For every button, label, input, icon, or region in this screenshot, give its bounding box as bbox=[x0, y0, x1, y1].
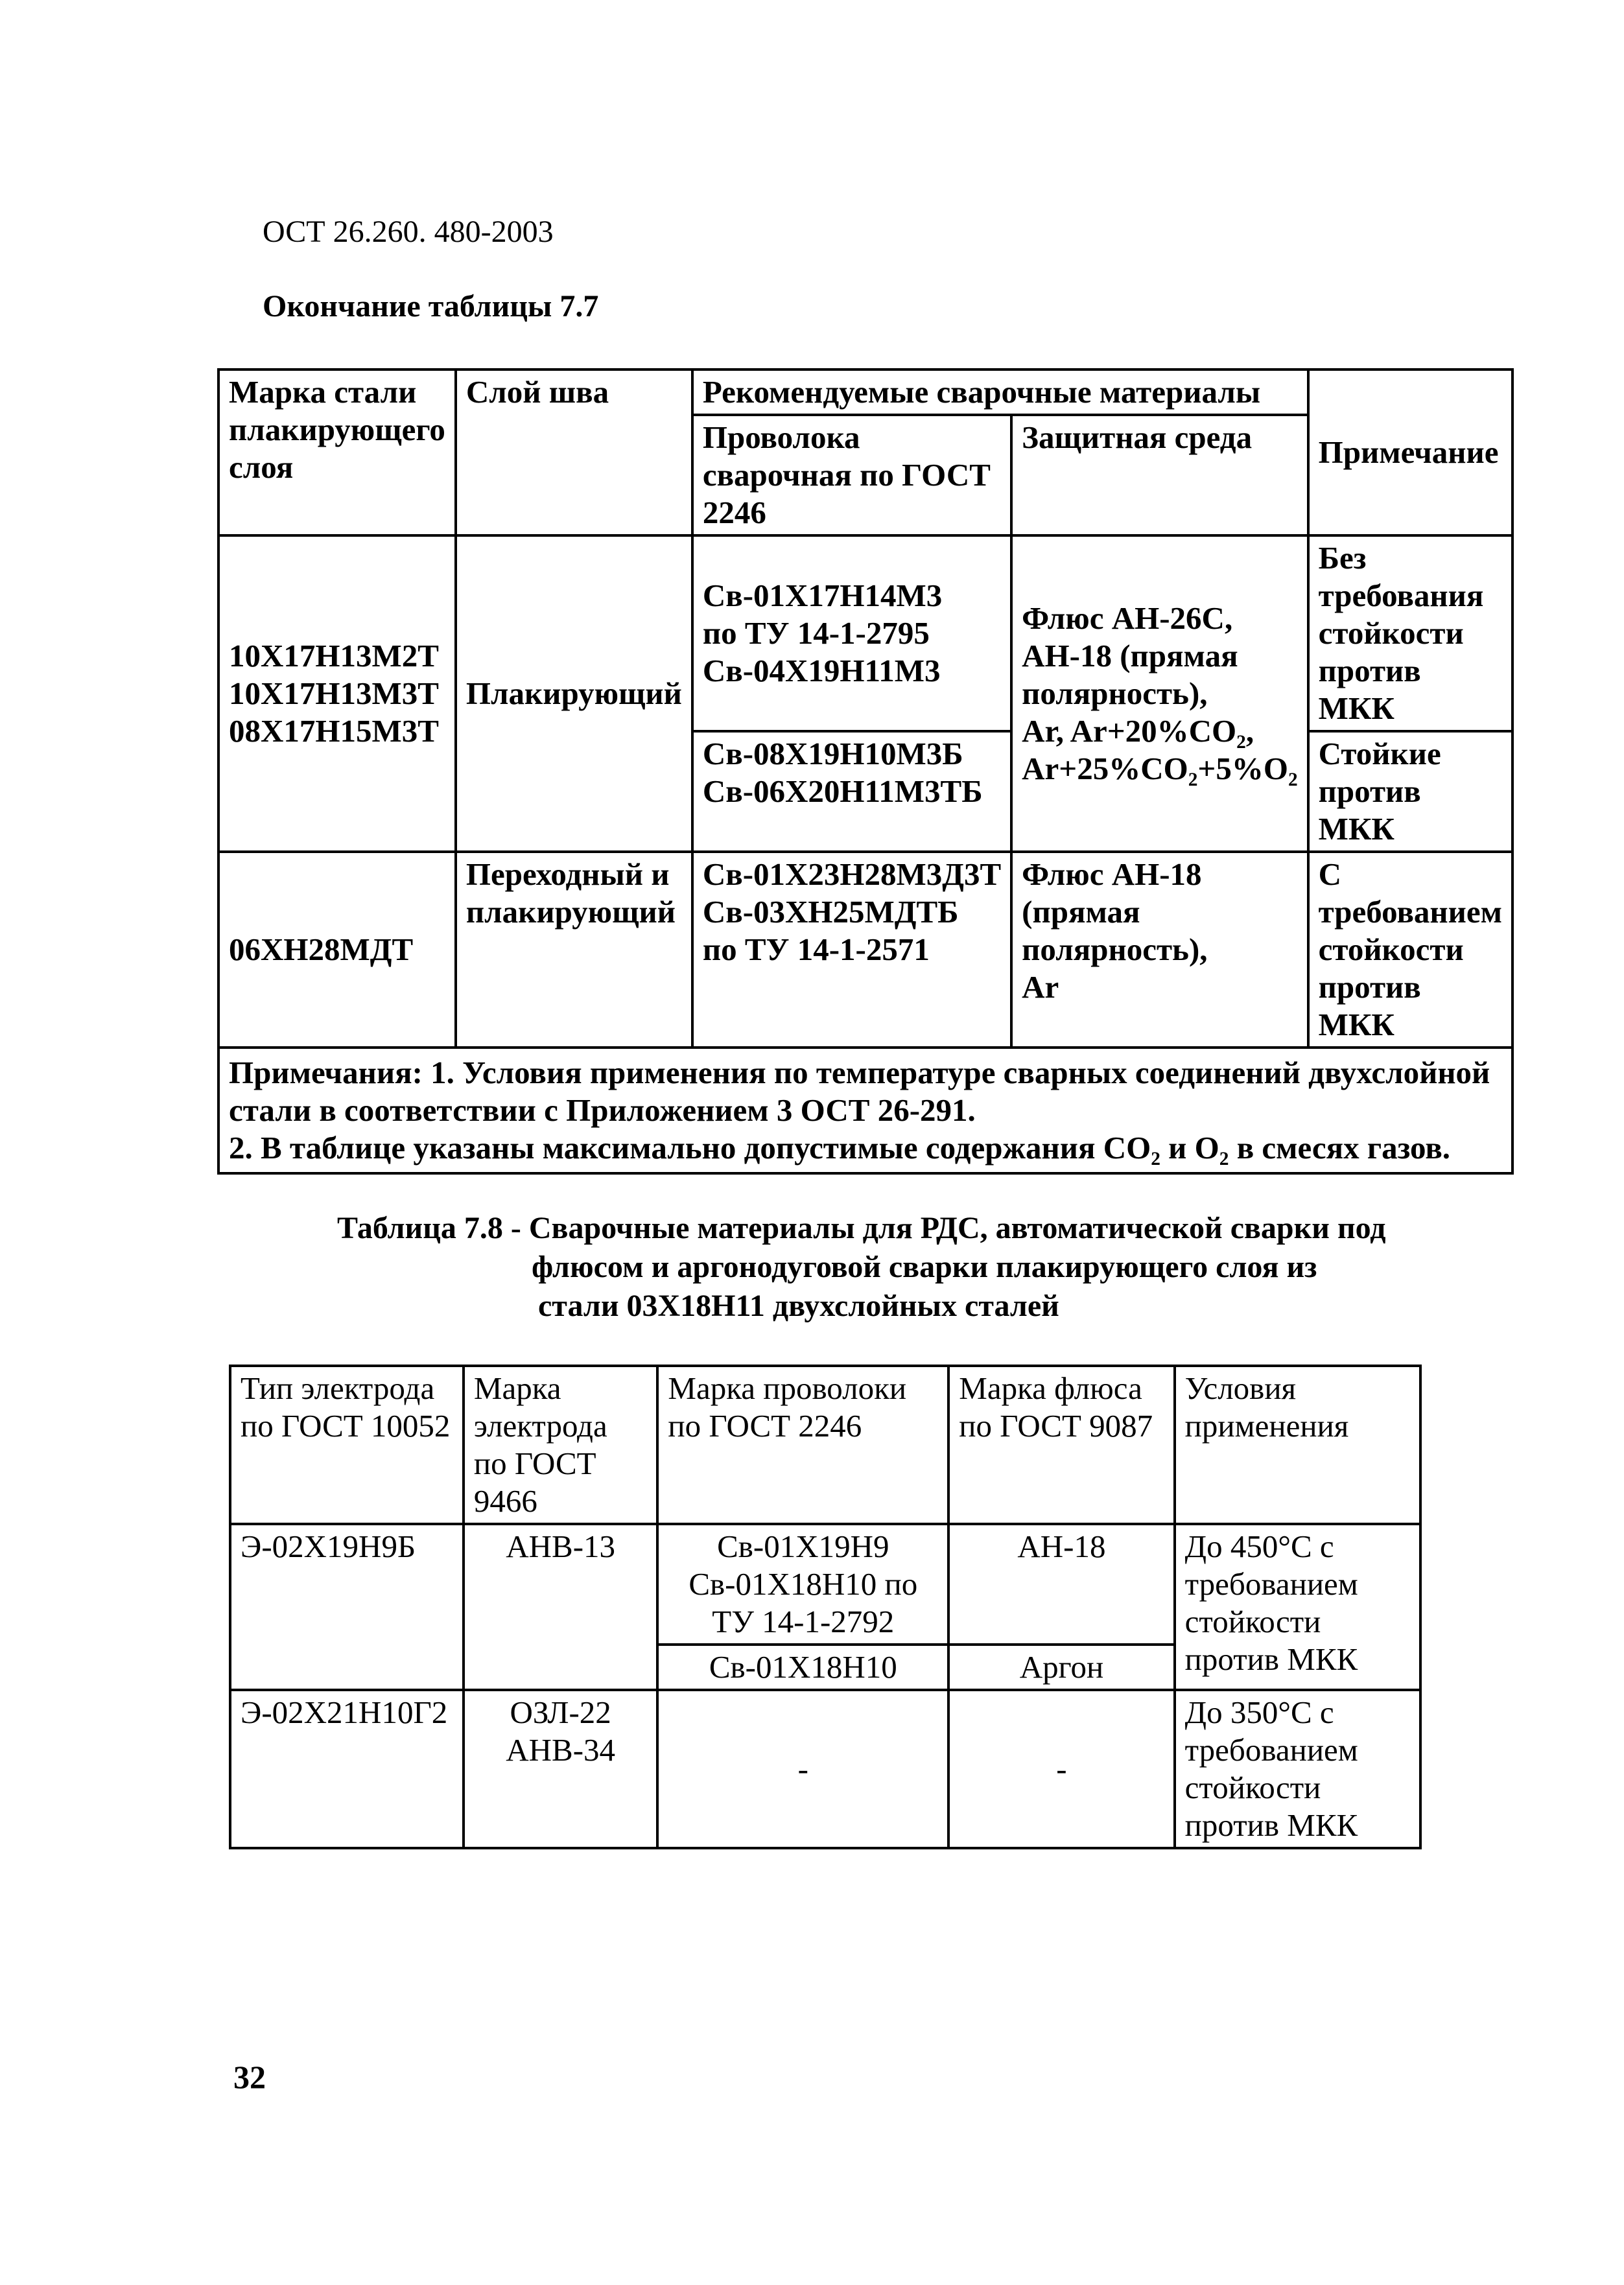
row1-steel: 10Х17Н13М2Т 10Х17Н13М3Т 08Х17Н15М3Т bbox=[218, 535, 456, 852]
caption-line-3: стали 03Х18Н11 двухслойных сталей bbox=[538, 1289, 1059, 1323]
header-note: Примечание bbox=[1308, 369, 1512, 535]
row2-note: С требованием стойкости против МКК bbox=[1308, 852, 1512, 1048]
t78-row1-type: Э-02Х19Н9Б bbox=[230, 1524, 464, 1690]
t78-row1-conditions: До 450°С с требованием стойкости против МКК bbox=[1175, 1524, 1420, 1690]
row2-layer: Переходный и плакирующий bbox=[456, 852, 692, 1048]
t78-row2-wire: - bbox=[657, 1690, 948, 1848]
header-electrode-type: Тип электрода по ГОСТ 10052 bbox=[230, 1366, 464, 1524]
row1-wire-a: Св-01Х17Н14М3 по ТУ 14-1-2795 Св-04Х19Н11М3 bbox=[692, 535, 1011, 731]
row1-layer: Плакирующий bbox=[456, 535, 692, 852]
header-wire-grade: Марка проволоки по ГОСТ 2246 bbox=[657, 1366, 948, 1524]
row2-steel: 06ХН28МДТ bbox=[218, 852, 456, 1048]
t78-row1-grade: АНВ-13 bbox=[464, 1524, 657, 1690]
header-flux-grade: Марка флюса по ГОСТ 9087 bbox=[948, 1366, 1174, 1524]
document-code: ОСТ 26.260. 480-2003 bbox=[263, 215, 554, 249]
page-number: 32 bbox=[233, 2059, 266, 2095]
row1-note-b: Стойкие против МКК bbox=[1308, 731, 1512, 852]
header-recommended: Рекомендуемые сварочные материалы bbox=[692, 369, 1308, 415]
table-7-8-caption bbox=[337, 1209, 1426, 1326]
row1-wire-b: Св-08Х19Н10М3Б Св-06Х20Н11М3ТБ bbox=[692, 731, 1011, 852]
caption-line-1: Таблица 7.8 - Сварочные материалы для РДС, автоматической сварки под bbox=[337, 1211, 1386, 1245]
row2-wire: Св-01Х23Н28М3Д3Т Св-03ХН25МДТБ по ТУ 14-1-2571 bbox=[692, 852, 1011, 1048]
t78-row1-flux-b: Аргон bbox=[948, 1645, 1174, 1690]
caption-line-2: флюсом и аргонодуговой сварки плакирующего слоя из bbox=[532, 1250, 1317, 1284]
t78-row2-flux: - bbox=[948, 1690, 1174, 1848]
t78-row2-conditions: До 350°С с требованием стойкости против МКК bbox=[1175, 1690, 1420, 1848]
table-7-8 bbox=[229, 1365, 1422, 1849]
table-7-7-caption: Окончание таблицы 7.7 bbox=[263, 289, 599, 323]
header-steel-grade: Марка стали плакирующего слоя bbox=[218, 369, 456, 535]
row1-protection: Флюс АН-26С, АН-18 (прямая полярность), Ar, Ar+20%CO₂, Ar+25%CO₂+5%O₂ bbox=[1011, 535, 1308, 852]
header-electrode-grade: Марка электрода по ГОСТ 9466 bbox=[464, 1366, 657, 1524]
t78-row1-wire-b: Св-01Х18Н10 bbox=[657, 1645, 948, 1690]
header-conditions: Условия применения bbox=[1175, 1366, 1420, 1524]
table-7-7 bbox=[217, 368, 1514, 1175]
header-layer: Слой шва bbox=[456, 369, 692, 535]
note-1: Примечания: 1. Условия применения по температуре сварных соединений двухслойной стали в соответствии с Приложением 3 ОСТ 26-291. bbox=[229, 1055, 1490, 1128]
row1-note-a: Без требования стойкости против МКК bbox=[1308, 535, 1512, 731]
header-wire: Проволока сварочная по ГОСТ 2246 bbox=[692, 415, 1011, 535]
t78-row2-type: Э-02Х21Н10Г2 bbox=[230, 1690, 464, 1848]
row2-protection: Флюс АН-18 (прямая полярность), Ar bbox=[1011, 852, 1308, 1048]
header-protection: Защитная среда bbox=[1011, 415, 1308, 535]
t78-row1-flux-a: АН-18 bbox=[948, 1524, 1174, 1645]
table-7-7-notes bbox=[218, 1048, 1512, 1173]
t78-row2-grade: ОЗЛ-22 АНВ-34 bbox=[464, 1690, 657, 1848]
t78-row1-wire-a: Св-01Х19Н9 Св-01Х18Н10 по ТУ 14-1-2792 bbox=[657, 1524, 948, 1645]
note-2: 2. В таблице указаны максимально допустимые содержания CO₂ и O₂ в смесях газов. bbox=[229, 1130, 1451, 1166]
